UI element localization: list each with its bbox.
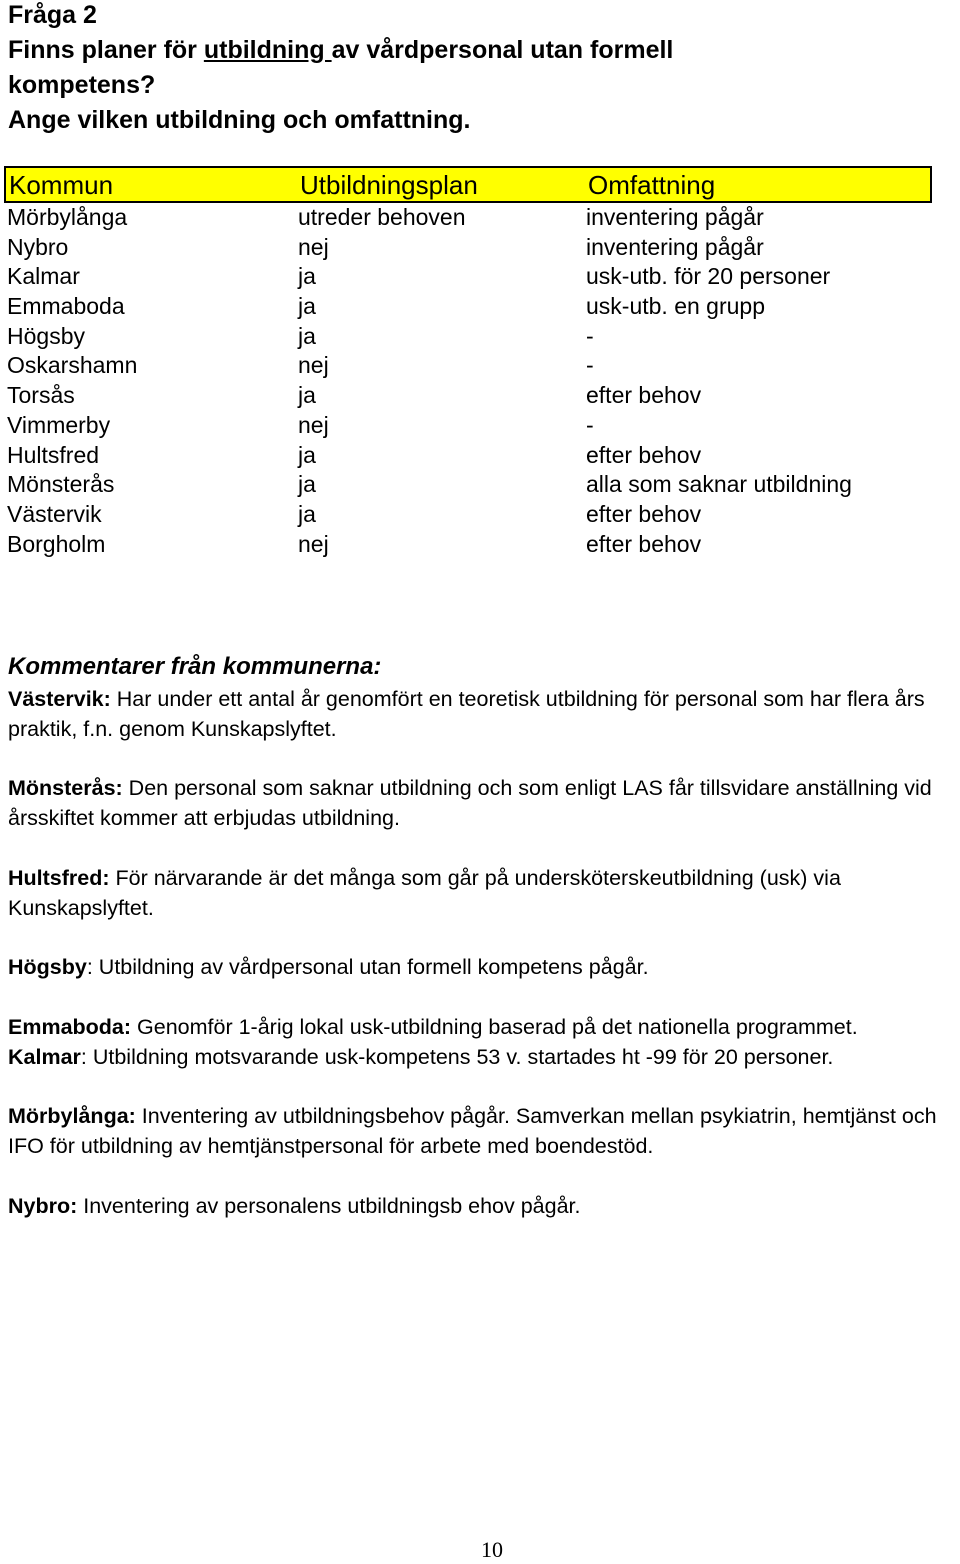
table-row xyxy=(4,262,932,292)
comment-text: För närvarande är det många som går på undersköterskeutbildning (usk) via Kunskapslyftet. xyxy=(8,865,841,920)
comment-text: Inventering av personalens utbildningsb ehov pågår. xyxy=(77,1193,581,1218)
cell-kommun: Borgholm xyxy=(7,530,106,557)
comments-title: Kommentarer från kommunerna: xyxy=(8,653,382,680)
comment-label: Mönsterås: xyxy=(8,776,123,801)
cell-kommun: Vimmerby xyxy=(7,411,111,438)
table-row xyxy=(4,500,932,530)
comment-label: Hultsfred: xyxy=(8,865,110,890)
comment-label: Mörbylånga: xyxy=(8,1104,136,1129)
cell-omfattning: efter behov xyxy=(586,382,702,409)
table-row xyxy=(4,233,932,263)
comment-text: : Utbildning av vårdpersonal utan formell kompetens pågår. xyxy=(86,955,649,980)
comment-label: Högsby xyxy=(8,955,87,980)
cell-utbildningsplan: ja xyxy=(298,293,316,320)
comment-label: Kalmar xyxy=(8,1044,81,1069)
cell-omfattning: inventering pågår xyxy=(586,204,764,230)
table-row xyxy=(4,351,932,381)
comment-label: Nybro: xyxy=(8,1193,78,1218)
comment-text: Inventering av utbildningsbehov pågår. Samverkan mellan psykiatrin, hemtjänst och IFO för utbildning av hemtjänstpersonal för arbete med boendestöd. xyxy=(8,1104,937,1158)
cell-omfattning: usk-utb. en grupp xyxy=(586,293,766,320)
cell-kommun: Hultsfred xyxy=(7,441,100,468)
cell-omfattning: - xyxy=(586,352,594,379)
cell-omfattning: - xyxy=(586,322,594,349)
question-line xyxy=(8,33,948,68)
comment-paragraph xyxy=(8,1013,958,1043)
page-number: 10 xyxy=(481,1537,503,1562)
cell-kommun: Nybro xyxy=(7,233,69,260)
table-header xyxy=(4,166,932,203)
table-row xyxy=(4,203,932,233)
cell-utbildningsplan: utreder behoven xyxy=(298,204,466,230)
comment-paragraph xyxy=(8,1192,958,1222)
table-body xyxy=(4,203,932,559)
cell-utbildningsplan: nej xyxy=(298,233,329,260)
comment-paragraph xyxy=(8,774,958,834)
municipality-table xyxy=(4,166,932,559)
cell-kommun: Västervik xyxy=(7,500,102,527)
table-row xyxy=(4,292,932,322)
cell-kommun: Mörbylånga xyxy=(7,204,128,230)
question-text-underlined: utbildning xyxy=(203,36,332,64)
cell-omfattning: usk-utb. för 20 personer xyxy=(586,263,831,290)
comment-paragraph xyxy=(8,953,958,983)
cell-utbildningsplan: ja xyxy=(298,263,316,290)
table-row xyxy=(4,441,932,471)
cell-kommun: Torsås xyxy=(7,382,75,409)
cell-omfattning: efter behov xyxy=(586,500,702,527)
comment-text: Genomför 1-årig lokal usk-utbildning baserad på det nationella programmet. xyxy=(131,1014,858,1039)
cell-utbildningsplan: ja xyxy=(298,322,316,349)
table-row xyxy=(4,322,932,352)
cell-utbildningsplan: ja xyxy=(298,382,316,409)
cell-omfattning: - xyxy=(586,411,594,438)
comment-paragraph xyxy=(8,1102,958,1162)
cell-kommun: Emmaboda xyxy=(7,293,125,320)
cell-omfattning: efter behov xyxy=(586,530,702,557)
cell-utbildningsplan: nej xyxy=(298,411,329,438)
comment-text: Den personal som saknar utbildning och som enligt LAS får tillsvidare anställning vid årsskiftet kommer att erbjudas utbildning. xyxy=(8,776,932,831)
question-text-pre: Finns planer för xyxy=(8,36,204,64)
table-row xyxy=(4,381,932,411)
question-heading xyxy=(8,0,948,138)
cell-omfattning: alla som saknar utbildning xyxy=(586,471,852,498)
cell-kommun: Högsby xyxy=(7,322,85,349)
comment-paragraph xyxy=(8,1043,958,1073)
cell-kommun: Mönsterås xyxy=(7,471,115,498)
cell-omfattning: inventering pågår xyxy=(586,233,764,260)
comment-paragraph xyxy=(8,864,958,924)
comment-label: Västervik: xyxy=(8,687,111,711)
cell-utbildningsplan: ja xyxy=(298,441,316,468)
question-line: kompetens? xyxy=(8,71,156,99)
table-row xyxy=(4,530,932,560)
header-omfattning: Omfattning xyxy=(588,170,716,200)
cell-kommun: Oskarshamn xyxy=(7,352,138,379)
cell-omfattning: efter behov xyxy=(586,441,702,468)
table-row xyxy=(4,411,932,441)
comment-label: Emmaboda: xyxy=(8,1014,132,1039)
question-text-post: av vårdpersonal utan formell xyxy=(331,36,674,64)
cell-utbildningsplan: nej xyxy=(298,530,329,557)
comment-paragraph xyxy=(8,685,958,745)
table-row xyxy=(4,470,932,500)
question-subtitle: Ange vilken utbildning och omfattning. xyxy=(8,106,471,134)
comments-section xyxy=(8,650,958,1221)
cell-kommun: Kalmar xyxy=(7,263,80,290)
comment-text: : Utbildning motsvarande usk-kompetens 53 v. startades ht -99 för 20 personer. xyxy=(80,1044,834,1069)
comment-text: Har under ett antal år genomfört en teoretisk utbildning för personal som har flera års praktik, f.n. genom Kunskapslyftet. xyxy=(8,687,925,741)
cell-utbildningsplan: nej xyxy=(298,352,329,379)
cell-utbildningsplan: ja xyxy=(298,471,316,498)
cell-utbildningsplan: ja xyxy=(298,500,316,527)
question-number: Fråga 2 xyxy=(8,1,97,29)
header-kommun: Kommun xyxy=(9,170,114,200)
header-utbildningsplan: Utbildningsplan xyxy=(300,170,478,200)
